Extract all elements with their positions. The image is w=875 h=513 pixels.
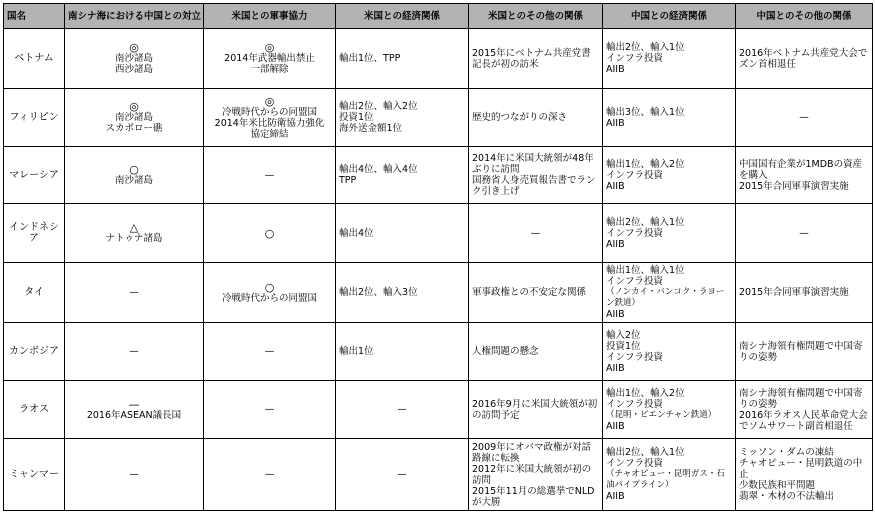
us-other-cell: 人権問題の懸念 xyxy=(469,323,603,381)
rating-symbol: ◎ xyxy=(129,41,139,54)
dispute-cell: ○ 南沙諸島 xyxy=(65,147,204,204)
header-cn-economic: 中国との経済関係 xyxy=(603,4,736,29)
us-econ-cell: — xyxy=(336,439,469,511)
cn-other-cell: 2016年ベトナム共産党大会でズン首相退任 xyxy=(736,29,873,89)
cn-econ-cell: 輸出2位、輸入1位 インフラ投資 AIIB xyxy=(603,29,736,89)
table-row xyxy=(4,323,873,381)
header-row xyxy=(4,4,873,29)
table-row xyxy=(4,263,873,323)
table-row xyxy=(4,29,873,89)
header-scs-dispute: 南シナ海における中国との対立 xyxy=(65,4,204,29)
us-other-cell: 2009年にオバマ政権が対話路線に転換 2012年に米国大統領が初の訪問 2015年11月の総選挙でNLDが大勝 xyxy=(469,439,603,511)
cn-other-cell: 南シナ海領有権問題で中国寄りの姿勢 2016年ラオス人民革命党大会でソムサワート副首相退任 xyxy=(736,381,873,439)
cn-other-cell: ミッソン・ダムの凍結 チャオピュー・昆明鉄道の中止 少数民族和平問題 翡翠・木材の不法輸出 xyxy=(736,439,873,511)
rating-symbol: △ xyxy=(129,221,139,234)
cn-other-cell: — xyxy=(736,89,873,147)
country-cell: ミャンマー xyxy=(4,439,65,511)
cn-other-cell: 2015年合同軍事演習実施 xyxy=(736,263,873,323)
cn-other-cell: 中国国有企業が1MDBの資産を購入 2015年合同軍事演習実施 xyxy=(736,147,873,204)
country-cell: ラオス xyxy=(4,381,65,439)
dispute-cell: ◎ 南沙諸島 西沙諸島 xyxy=(65,29,204,89)
header-country: 国名 xyxy=(4,4,65,29)
us-other-cell: 2016年9月に米国大統領が初の訪問予定 xyxy=(469,381,603,439)
table-row xyxy=(4,381,873,439)
us-other-cell: 歴史的つながりの深さ xyxy=(469,89,603,147)
country-cell: タイ xyxy=(4,263,65,323)
military-cell xyxy=(204,204,336,263)
country-cell: ベトナム xyxy=(4,29,65,89)
asean-relations-table xyxy=(3,3,873,511)
cn-econ-cell: 輸出3位、輸入1位 AIIB xyxy=(603,89,736,147)
dispute-cell: — xyxy=(65,263,204,323)
header-us-military: 米国との軍事協力 xyxy=(204,4,336,29)
us-econ-cell: 輸出2位、輸入2位 投資1位 海外送金額1位 xyxy=(336,89,469,147)
header-us-other: 米国とのその他の関係 xyxy=(469,4,603,29)
military-cell: ◎ 2014年武器輸出禁止 一部解除 xyxy=(204,29,336,89)
rating-symbol: ◎ xyxy=(129,100,139,113)
header-cn-other: 中国とのその他の関係 xyxy=(736,4,873,29)
dispute-cell: — xyxy=(65,439,204,511)
us-econ-cell: 輸出1位 xyxy=(336,323,469,381)
country-cell: カンボジア xyxy=(4,323,65,381)
country-cell: インドネシア xyxy=(4,204,65,263)
dispute-cell: ◎ 南沙諸島 スカボロー礁 xyxy=(65,89,204,147)
table-row xyxy=(4,439,873,511)
cn-econ-cell: 輸出2位、輸入1位 インフラ投資 AIIB xyxy=(603,204,736,263)
country-cell: フィリピン xyxy=(4,89,65,147)
dispute-cell: — 2016年ASEAN議長国 xyxy=(65,381,204,439)
us-econ-cell: 輸出4位、輸入4位 TPP xyxy=(336,147,469,204)
cn-econ-cell: 輸出1位、輸入2位 インフラ投資 （昆明・ビエンチャン鉄道） AIIB xyxy=(603,381,736,439)
country-cell: マレーシア xyxy=(4,147,65,204)
cn-other-cell: 南シナ海領有権問題で中国寄りの姿勢 xyxy=(736,323,873,381)
us-econ-cell: 輸出2位、輸入3位 xyxy=(336,263,469,323)
cn-econ-cell: 輸出1位、輸入2位 インフラ投資 AIIB xyxy=(603,147,736,204)
header-us-economic: 米国との経済関係 xyxy=(336,4,469,29)
rating-symbol: ○ xyxy=(129,163,139,176)
us-other-cell: 軍事政権との不安定な関係 xyxy=(469,263,603,323)
us-other-cell: — xyxy=(469,204,603,263)
us-econ-cell: 輸出4位 xyxy=(336,204,469,263)
us-econ-cell: — xyxy=(336,381,469,439)
cn-econ-cell: 輸入2位 投資1位 インフラ投資 AIIB xyxy=(603,323,736,381)
rating-symbol: ◎ xyxy=(264,41,275,54)
cn-econ-cell: 輸出1位、輸入1位 インフラ投資 （ノンカイ・バンコク・ラヨーン鉄道） AIIB xyxy=(603,263,736,323)
rating-symbol: ○ xyxy=(264,280,275,294)
rating-symbol: ◎ xyxy=(264,94,275,108)
table-row xyxy=(4,89,873,147)
us-other-cell: 2014年に米国大統領が48年ぶりに訪問 国務省人身売買報告書でランク引き上げ xyxy=(469,147,603,204)
military-cell: — xyxy=(204,323,336,381)
dispute-cell: △ ナトゥナ諸島 xyxy=(65,204,204,263)
table-row xyxy=(4,147,873,204)
military-cell: — xyxy=(204,147,336,204)
dispute-cell: — xyxy=(65,323,204,381)
us-econ-cell: 輸出1位、TPP xyxy=(336,29,469,89)
military-cell: — xyxy=(204,381,336,439)
table-row xyxy=(4,204,873,263)
rating-symbol: ○ xyxy=(264,226,275,240)
military-cell: ◎ 冷戦時代からの同盟国 2014年米比防衛協力強化 協定締結 xyxy=(204,89,336,147)
us-other-cell: 2015年にベトナム共産党書記長が初の訪米 xyxy=(469,29,603,89)
cn-econ-cell: 輸出2位、輸入1位 インフラ投資 （チャオピュー・昆明ガス・石油パイプライン） AIIB xyxy=(603,439,736,511)
cn-other-cell: — xyxy=(736,204,873,263)
military-cell: — xyxy=(204,439,336,511)
military-cell: ○ 冷戦時代からの同盟国 xyxy=(204,263,336,323)
rating-symbol: — xyxy=(128,397,140,411)
